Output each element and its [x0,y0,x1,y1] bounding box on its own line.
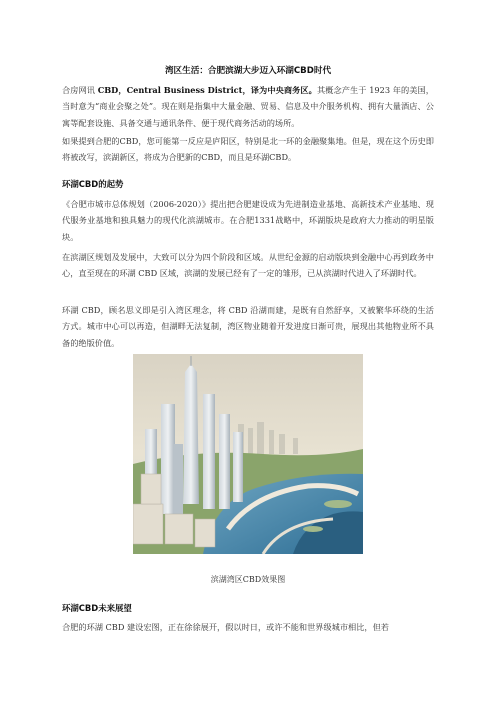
intro-bold-definition: CBD，Central Business District，译为中央商务区。 [97,85,317,95]
intro-rest: 其概念产生于 1923 年的美国，当时意为“商业会聚之处”。现在则是指集中大量金融、贸易、信息及中介服务机构、拥有大量酒店、公寓等配套设施、具备交通与通讯条件、便于现代商务活动的场所。 [62,85,434,128]
paragraph-5: 环湖 CBD，顾名思义即是引入湾区理念，将 CBD 沿湖而建，是既有自然舒享，又被繁华环绕的生活方式。城市中心可以再造，但湖畔无法复制，湾区物业随着开发进度日渐可贵，展现出其他物业所不具备的绝版价值。 [62,305,434,348]
intro-source: 合房网讯 [62,85,98,95]
paragraph-3: 《合肥市城市总体规划（2006-2020）》提出把合肥建设成为先进制造业基地、高新技术产业基地、现代服务业基地和独具魅力的现代化滨湖城市。在合肥1331战略中，环湖版块是政府大力推动的明星版块。 [62,199,434,242]
section-heading-future: 环湖CBD未来展望 [62,603,132,613]
paragraph-6: 合肥的环湖 CBD 建设宏图，正在徐徐展开，假以时日，或许不能和世界级城市相比，但若 [62,622,389,632]
image-caption: 滨湖湾区CBD效果图 [210,575,286,584]
article-title: 湾区生活：合肥滨湖大步迈入环湖CBD时代 [164,66,332,76]
intro-paragraph [62,82,434,131]
paragraph-4: 在滨湖区规划及发展中，大致可以分为四个阶段和区域。从世纪金源的启动版块到金融中心再到政务中心，直至现在的环湖 CBD 区域，滨湖的发展已经有了一定的雏形，已从滨湖时代进入了环湖时代。 [62,252,434,279]
paragraph-2: 如果提到合肥的CBD，您可能第一反应是庐阳区，特别是北一环的金融聚集地。但是，现在这个历史即将被改写，滨湖新区，将成为合肥新的CBD，而且是环湖CBD。 [62,136,434,163]
section-heading-rise: 环湖CBD的起势 [62,179,124,189]
cbd-rendering-image [133,354,363,554]
